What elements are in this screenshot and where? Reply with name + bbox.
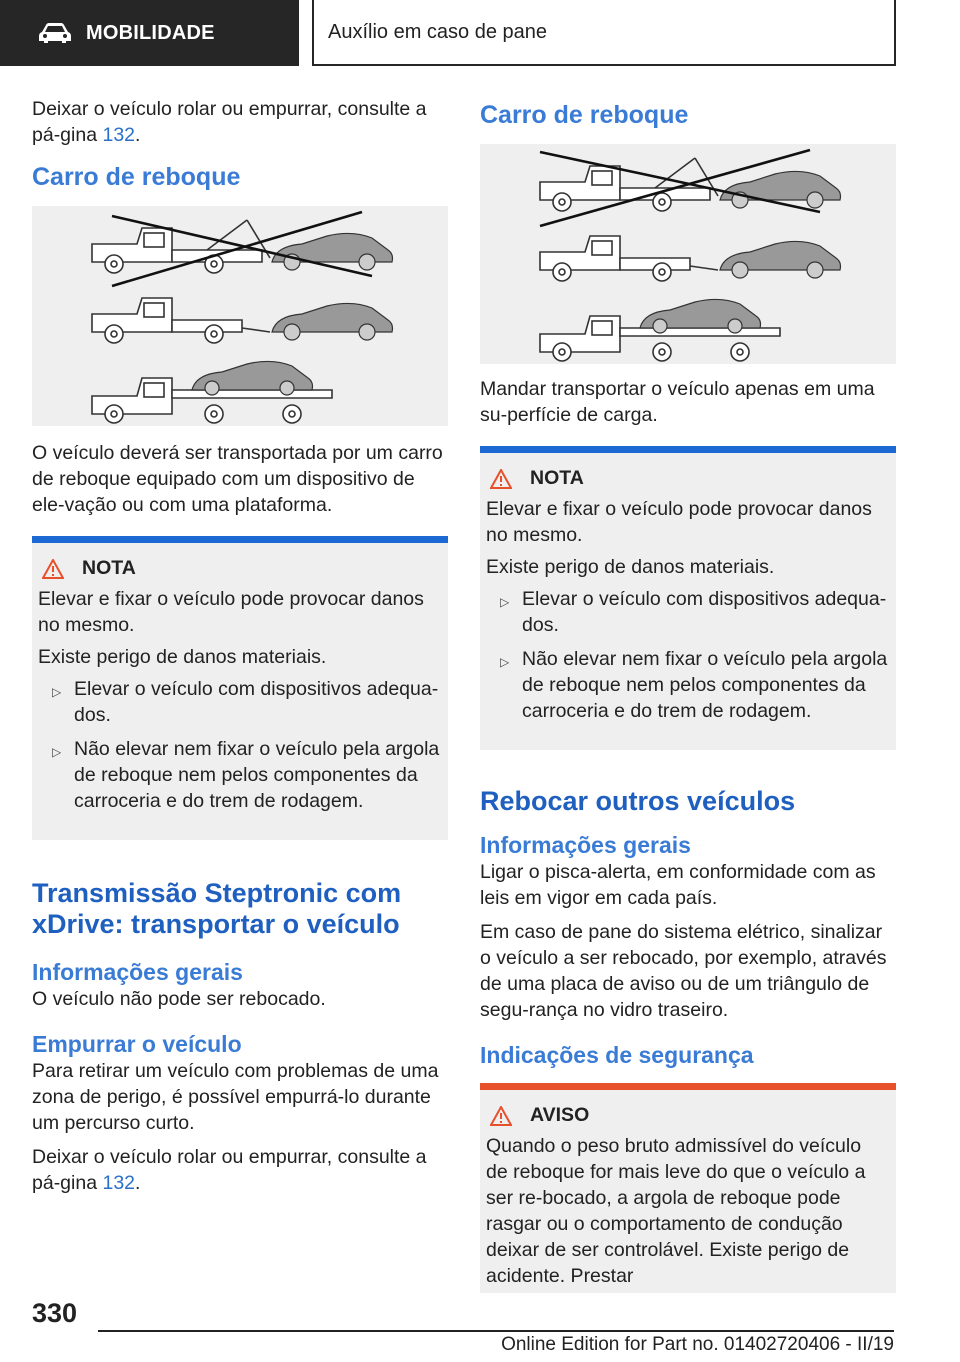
paragraph-push: Para retirar um veículo com problemas de uma zona de perigo, é possível empurrá-lo durante um percurso curto. <box>32 1060 439 1134</box>
bullet-triangle-icon: ▷ <box>500 595 510 609</box>
paragraph-hazard-lights: Ligar o pisca-alerta, em conformidade com as leis em vigor em cada país. <box>480 861 876 909</box>
note-title: NOTA <box>486 467 888 490</box>
paragraph-tow-truck: O veículo deverá ser transportada por um carro de reboque equipado com um dispositivo de ele-vação ou com uma plataforma. <box>32 442 443 516</box>
bullet-triangle-icon: ▷ <box>500 655 510 669</box>
note-box <box>32 536 448 840</box>
car-icon <box>38 22 72 44</box>
page-link[interactable]: 132 <box>102 124 136 146</box>
heading-tow-truck: Carro de reboque <box>32 163 241 191</box>
chapter-title: Auxílio em caso de pane <box>312 0 896 66</box>
list-item: ▷ Elevar o veículo com dispositivos adequa-dos. <box>52 678 439 726</box>
tow-truck-illustration <box>32 206 448 426</box>
right-column <box>480 100 896 1293</box>
heading-steptronic: Transmissão Steptronic com xDrive: transportar o veículo <box>32 878 402 939</box>
warning-title: AVISO <box>486 1104 888 1127</box>
section-tab[interactable] <box>0 0 299 66</box>
intro-paragraph: Deixar o veículo rolar ou empurrar, consulte a pá-gina 132. <box>32 98 427 146</box>
page-header <box>0 0 960 66</box>
paragraph-electrical-failure: Em caso de pane do sistema elétrico, sinalizar o veículo a ser rebocado, por exemplo, através de uma placa de aviso ou de um triângulo de segu-rança no vidro traseiro. <box>480 921 887 1021</box>
heading-tow-truck: Carro de reboque <box>480 101 689 129</box>
footer-divider <box>98 1330 894 1332</box>
warning-triangle-icon <box>42 559 64 579</box>
warning-text: Quando o peso bruto admissível do veículo de reboque for mais leve do que o veículo a ser re-bocado, a argola de reboque pode rasgar ou o comportamento de condução deixar de ser controlável. Existe perigo de acidente. Prestar <box>486 1135 866 1287</box>
note-list <box>38 676 440 814</box>
page-number: 330 <box>32 1298 78 1328</box>
paragraph-flatbed: Mandar transportar o veículo apenas em uma su-perfície de carga. <box>480 378 875 426</box>
paragraph-not-towed: O veículo não pode ser rebocado. <box>32 988 326 1010</box>
note-text: Elevar e fixar o veículo pode provocar danos no mesmo. <box>38 588 424 636</box>
warning-triangle-icon <box>490 1106 512 1126</box>
note-box <box>480 446 896 750</box>
subheading-safety: Indicações de segurança <box>480 1042 754 1068</box>
note-list <box>486 586 888 724</box>
warning-box <box>480 1083 896 1293</box>
page-link[interactable]: 132 <box>102 1172 136 1194</box>
note-text: Existe perigo de danos materiais. <box>486 556 775 578</box>
edition-text: Online Edition for Part no. 01402720406 - II/19 <box>501 1334 894 1355</box>
note-title: NOTA <box>38 557 440 580</box>
left-column <box>32 96 448 1204</box>
heading-tow-other-vehicles: Rebocar outros veículos <box>480 786 796 816</box>
page-footer <box>0 1290 960 1362</box>
bullet-triangle-icon: ▷ <box>52 745 62 759</box>
warning-triangle-icon <box>490 469 512 489</box>
note-text: Existe perigo de danos materiais. <box>38 646 327 668</box>
list-item: ▷ Não elevar nem fixar o veículo pela argola de reboque nem pelos componentes da carroceria e do trem de rodagem. <box>52 738 440 812</box>
list-item: ▷ Elevar o veículo com dispositivos adequa-dos. <box>500 588 887 636</box>
flatbed-illustration <box>480 144 896 364</box>
paragraph-roll-push: Deixar o veículo rolar ou empurrar, consulte a pá-gina 132. <box>32 1146 427 1194</box>
subheading-general-info: Informações gerais <box>32 959 243 985</box>
subheading-general-info: Informações gerais <box>480 832 691 858</box>
section-title: MOBILIDADE <box>86 21 215 44</box>
note-text: Elevar e fixar o veículo pode provocar danos no mesmo. <box>486 498 872 546</box>
subheading-push-vehicle: Empurrar o veículo <box>32 1031 242 1057</box>
bullet-triangle-icon: ▷ <box>52 685 62 699</box>
list-item: ▷ Não elevar nem fixar o veículo pela argola de reboque nem pelos componentes da carroceria e do trem de rodagem. <box>500 648 888 722</box>
